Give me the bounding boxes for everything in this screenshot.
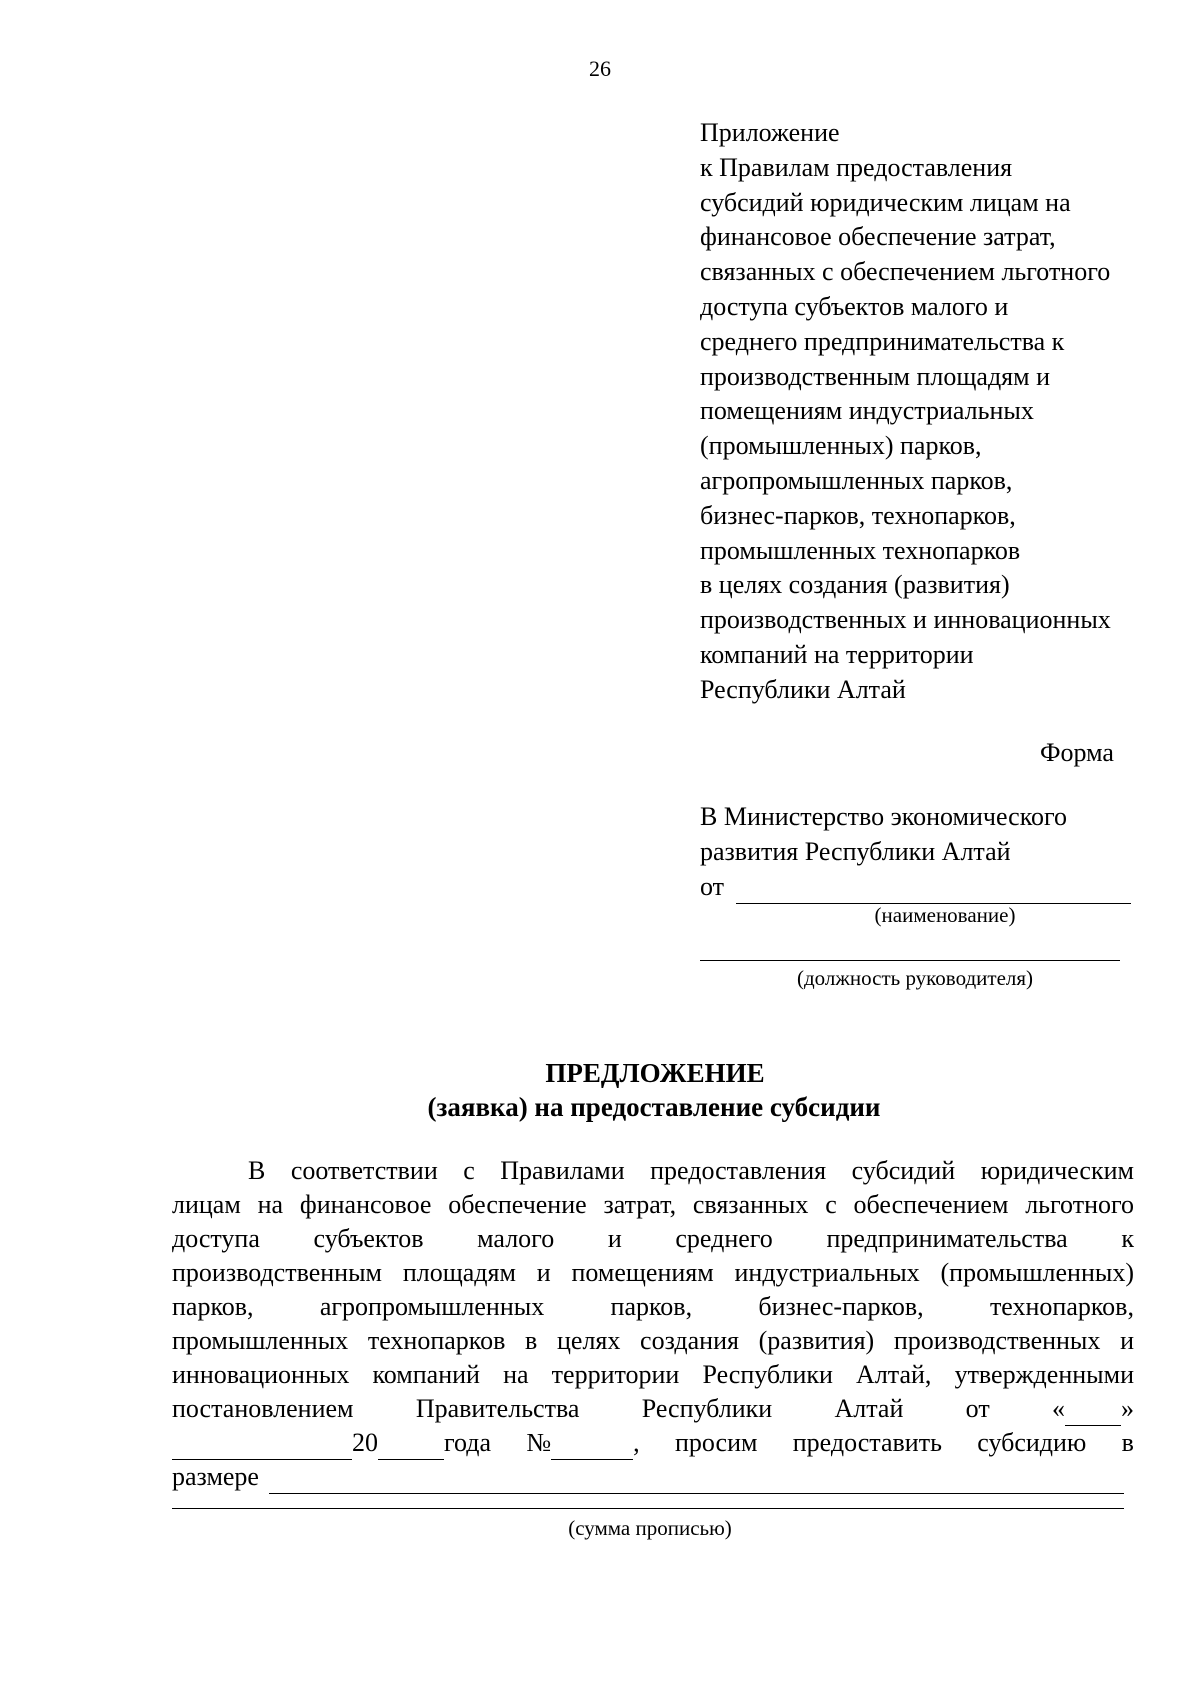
amount-field[interactable] bbox=[269, 1469, 1124, 1494]
title-subline: (заявка) на предоставление субсидии bbox=[427, 1092, 881, 1122]
annex-line: (промышленных) парков, bbox=[700, 431, 982, 461]
annex-line: к Правилам предоставления bbox=[700, 152, 1013, 182]
annex-line: Приложение bbox=[700, 118, 840, 147]
word: среднего bbox=[675, 1224, 773, 1253]
body-line: инновационных компаний на территории Республики Алтай, утвержденными bbox=[172, 1360, 1134, 1389]
annex-line: производственным площадям и bbox=[700, 361, 1050, 391]
annex-line: бизнес-парков, технопарков, bbox=[700, 500, 1016, 530]
body-line bbox=[172, 1426, 1134, 1460]
annex-line: Республики Алтай bbox=[700, 674, 906, 704]
word: малого bbox=[477, 1224, 555, 1253]
quote-close: » bbox=[1120, 1394, 1134, 1423]
date-year-field[interactable] bbox=[378, 1435, 444, 1460]
body-line bbox=[172, 1392, 1134, 1426]
word: субсидию bbox=[977, 1428, 1087, 1457]
word: В bbox=[248, 1156, 266, 1185]
word: парков, bbox=[610, 1292, 693, 1321]
word: к bbox=[1121, 1224, 1134, 1253]
word: просим bbox=[674, 1428, 758, 1457]
word: Республики bbox=[641, 1394, 773, 1423]
word: предоставления bbox=[650, 1156, 827, 1185]
name-caption: (наименование) bbox=[874, 903, 1016, 927]
body-line bbox=[172, 1290, 1134, 1324]
word: и bbox=[607, 1224, 622, 1253]
year-prefix: 20 bbox=[352, 1428, 378, 1457]
body-paragraph bbox=[172, 1154, 1134, 1494]
quote-open: « bbox=[1051, 1394, 1065, 1423]
body-line: промышленных технопарков в целях создания (развития) производственных и bbox=[172, 1326, 1134, 1355]
annex-line: компаний на территории bbox=[700, 639, 974, 669]
word: в bbox=[1121, 1428, 1134, 1457]
date-group bbox=[172, 1426, 491, 1460]
addressee-block bbox=[700, 800, 1140, 904]
word: предоставить bbox=[792, 1428, 942, 1457]
body-line: производственным площадям и помещениям индустриальных (промышленных) bbox=[172, 1258, 1134, 1287]
number-sign: № bbox=[526, 1428, 552, 1457]
date-month-field[interactable] bbox=[172, 1435, 352, 1460]
word: бизнес-парков, bbox=[758, 1292, 924, 1321]
word: постановлением bbox=[172, 1394, 354, 1423]
word: технопарков, bbox=[989, 1292, 1134, 1321]
from-row bbox=[700, 870, 1140, 905]
date-day-field[interactable] bbox=[1065, 1401, 1121, 1426]
word: юридическим bbox=[980, 1156, 1134, 1185]
from-label: от bbox=[700, 871, 725, 901]
addressee-line: развития Республики Алтай bbox=[700, 836, 1011, 866]
sum-caption: (сумма прописью) bbox=[568, 1516, 732, 1540]
date-day-group bbox=[1052, 1392, 1134, 1426]
word: с bbox=[463, 1156, 475, 1185]
title-line: ПРЕДЛОЖЕНИЕ bbox=[545, 1058, 765, 1088]
word: Правительства bbox=[415, 1394, 580, 1423]
form-label: Форма bbox=[1040, 738, 1114, 767]
addressee-line: В Министерство экономического bbox=[700, 802, 1068, 831]
word: субсидий bbox=[851, 1156, 956, 1185]
word: предпринимательства bbox=[826, 1224, 1068, 1253]
position-caption: (должность руководителя) bbox=[796, 966, 1034, 990]
word: Алтай bbox=[834, 1394, 904, 1423]
resolution-number-field[interactable] bbox=[551, 1435, 633, 1460]
annex-line: финансовое обеспечение затрат, bbox=[700, 222, 1056, 252]
annex-line: агропромышленных парков, bbox=[700, 465, 1013, 495]
annex-line: помещениям индустриальных bbox=[700, 396, 1034, 426]
annex-line: связанных с обеспечением льготного bbox=[700, 257, 1111, 287]
annex-line: в целях создания (развития) bbox=[700, 570, 1010, 600]
amount-words-field[interactable] bbox=[172, 1508, 1124, 1509]
body-line bbox=[172, 1222, 1134, 1256]
word: соответствии bbox=[290, 1156, 438, 1185]
amount-row bbox=[172, 1460, 1134, 1494]
document-title bbox=[0, 1056, 1200, 1124]
word: Правилами bbox=[500, 1156, 625, 1185]
body-line bbox=[172, 1154, 1134, 1188]
year-word: года bbox=[444, 1428, 492, 1457]
applicant-name-field[interactable] bbox=[736, 879, 1131, 904]
annex-block bbox=[700, 116, 1160, 708]
amount-label: размере bbox=[172, 1462, 259, 1491]
number-group: № , bbox=[526, 1426, 639, 1460]
position-field[interactable] bbox=[700, 960, 1120, 961]
word: агропромышленных bbox=[319, 1292, 545, 1321]
word: субъектов bbox=[313, 1224, 424, 1253]
word: от bbox=[965, 1394, 990, 1423]
annex-line: среднего предпринимательства к bbox=[700, 326, 1065, 356]
body-line: лицам на финансовое обеспечение затрат, связанных с обеспечением льготного bbox=[172, 1190, 1134, 1219]
word: доступа bbox=[172, 1224, 260, 1253]
annex-line: субсидий юридическим лицам на bbox=[700, 187, 1071, 217]
annex-line: промышленных технопарков bbox=[700, 535, 1021, 565]
page-number: 26 bbox=[589, 56, 611, 81]
annex-line: производственных и инновационных bbox=[700, 605, 1111, 635]
word: парков, bbox=[172, 1292, 254, 1321]
annex-line: доступа субъектов малого и bbox=[700, 291, 1009, 321]
